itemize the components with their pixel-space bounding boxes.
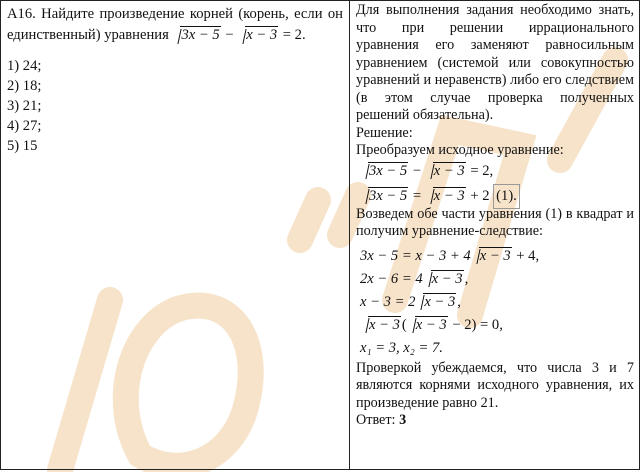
option-5: 5) 15 xyxy=(7,138,38,154)
equation-1: 3x − 5 − x − 3 = 2, xyxy=(356,160,634,183)
equation-2: 3x − 5 = x − 3 + 2 (1). xyxy=(356,183,634,206)
solution-step-2: Возведем обе части уравнения (1) в квадрат и получим уравнение-следствие: xyxy=(356,205,634,239)
answer-label: Ответ: xyxy=(356,412,400,428)
sqrt-symbol: x − 3 xyxy=(415,291,456,314)
equation-5: x − 3 = 2 x − 3 , xyxy=(356,291,634,314)
sqrt-symbol: x − 3 xyxy=(423,268,464,291)
sqrt-symbol: x − 3 xyxy=(237,25,278,46)
answer-options xyxy=(1,56,349,156)
solution-step-1: Преобразуем исходное уравнение: xyxy=(356,142,564,158)
sqrt-symbol: 3x − 5 xyxy=(360,160,408,183)
question-statement: Найдите произведение корней (корень, если он единственный) уравнения xyxy=(7,6,343,43)
sqrt-symbol: 3x − 5 xyxy=(172,25,220,46)
sqrt-symbol: x − 3 xyxy=(425,160,466,183)
option-3: 3) 21; xyxy=(7,98,42,114)
question-cell xyxy=(1,1,350,470)
equation-6: x − 3 ( x − 3 − 2) = 0, xyxy=(356,314,634,337)
answer-value: 3 xyxy=(399,412,407,428)
equation-tag: (1). xyxy=(493,184,520,209)
question-number: А16. xyxy=(7,6,36,22)
question-text xyxy=(1,1,349,46)
sqrt-symbol: 3x − 5 xyxy=(360,185,408,208)
solution-step-3: Проверкой убеждаемся, что числа 3 и 7 являются корнями исходного уравнения, их произведение равно 21. xyxy=(356,359,634,411)
sqrt-symbol: x − 3 xyxy=(425,185,466,208)
solution-heading: Решение: xyxy=(356,124,413,141)
sqrt-symbol: x − 3 xyxy=(471,245,512,268)
option-4: 4) 27; xyxy=(7,118,42,134)
equation-4: 2x − 6 = 4 x − 3 , xyxy=(356,268,634,291)
equation-7: x₁ = 3, x₂ = 7. xyxy=(360,339,443,356)
solution-intro: Для выполнения задания необходимо знать, что при решении иррационального уравнения его заменяют равносильным уравнением (системой или совокупностью уравнений и неравенств) либо его следствием (в этом случае проверка полученных решений обязательна). xyxy=(356,2,634,123)
equation-3: 3x − 5 = x − 3 + 4 x − 3 + 4, xyxy=(356,245,634,268)
answer-line xyxy=(356,412,634,430)
solution-cell xyxy=(350,1,640,470)
sqrt-symbol: x − 3 xyxy=(360,314,401,337)
sqrt-symbol: x − 3 xyxy=(407,314,448,337)
question-equation: 3x − 5 − x − 3 = 2. xyxy=(172,27,305,43)
option-2: 2) 18; xyxy=(7,78,42,94)
option-1: 1) 24; xyxy=(7,58,42,74)
